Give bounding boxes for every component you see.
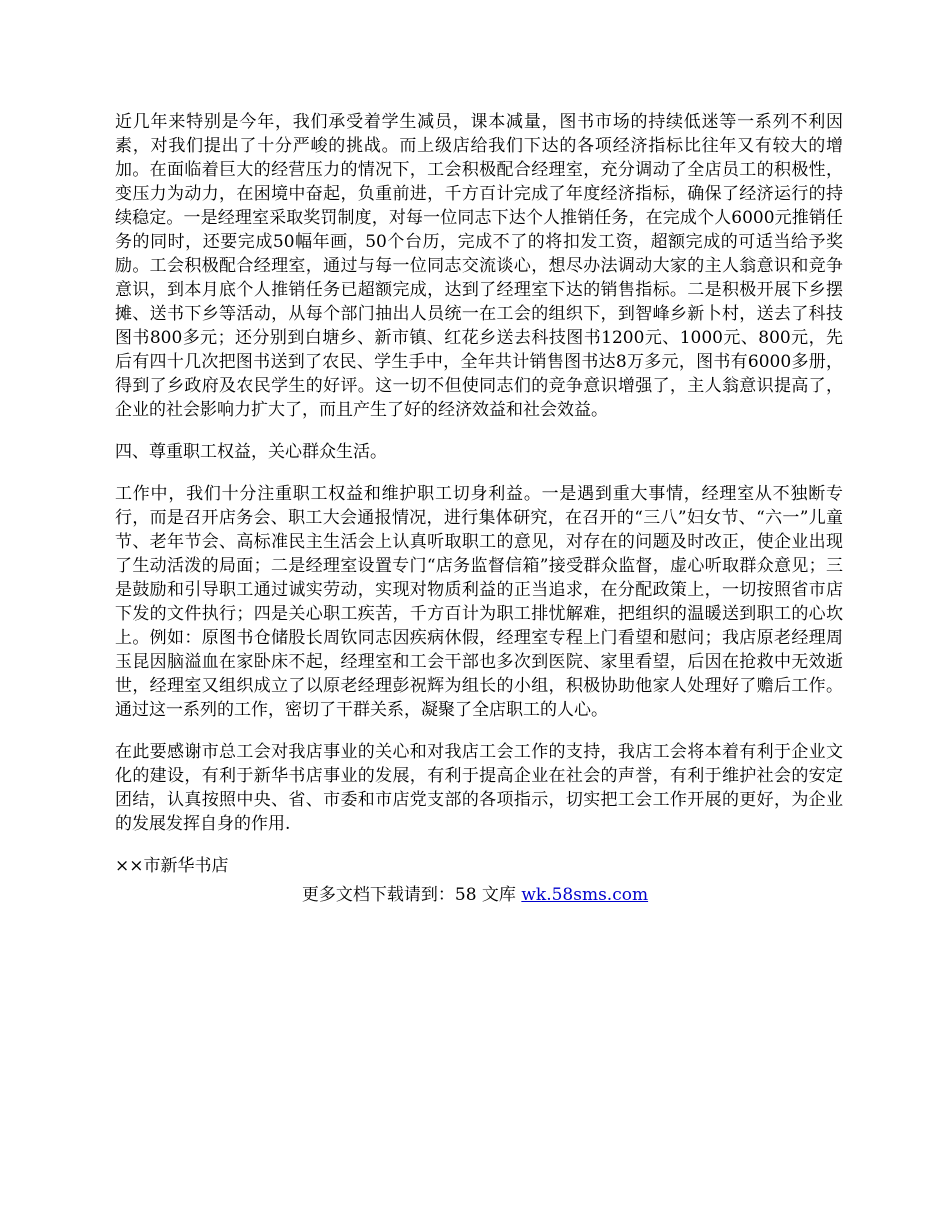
- signature: ××市新华书店: [115, 856, 229, 876]
- paragraph-employee-rights: 工作中，我们十分注重职工权益和维护职工切身利益。一是遇到重大事情，经理室从不独断专行，而是召开店务会、职工大会通报情况，进行集体研究，在召开的“三八”妇女节、“六一”儿童节、老年节会、高标准民主生活会上认真听取职工的意见，对存在的问题及时改正，使企业出现了生动活泼的局面；二是经理室设置专门“店务监督信箱”接受群众监督，虚心听取群众意见；三是鼓励和引导职工通过诚实劳动，实现对物质利益的正当追求，在分配政策上，一切按照省市店下发的文件执行；四是关心职工疾苦，千方百计为职工排忧解难，把组织的温暖送到职工的心坎上。例如：原图书仓储股长周钦同志因疾病休假，经理室专程上门看望和慰问；我店原老经理周玉昆因脑溢血在家卧床不起，经理室和工会干部也多次到医院、家里看望，后因在抢救中无效逝世，经理室又组织成立了以原老经理彭祝辉为组长的小组，积极协助他家人处理好了赡后工作。通过这一系列的工作，密切了干群关系，凝聚了全店职工的人心。: [115, 484, 843, 720]
- section-heading-employee-rights: 四、尊重职工权益，关心群众生活。: [115, 442, 387, 462]
- document-body: [115, 110, 843, 896]
- footer-link[interactable]: wk.58sms.com: [521, 885, 649, 905]
- paragraph-acknowledgement: 在此要感谢市总工会对我店事业的关心和对我店工会工作的支持，我店工会将本着有利于企业文化的建设，有利于新华书店事业的发展，有利于提高企业在社会的声誉，有利于维护社会的安定团结，认真按照中央、省、市委和市店党支部的各项指示，切实把工会工作开展的更好，为企业的发展发挥自身的作用.: [115, 742, 843, 834]
- footer: [0, 883, 950, 907]
- footer-text: 更多文档下载请到：58 文库: [301, 885, 522, 905]
- paragraph-economic-targets: 近几年来特别是今年，我们承受着学生减员，课本减量，图书市场的持续低迷等一系列不利因素，对我们提出了十分严峻的挑战。而上级店给我们下达的各项经济指标比往年又有较大的增加。在面临着巨大的经营压力的情况下，工会积极配合经理室，充分调动了全店员工的积极性，变压力为动力，在困境中奋起，负重前进，千方百计完成了年度经济指标，确保了经济运行的持续稳定。一是经理室采取奖罚制度，对每一位同志下达个人推销任务，在完成个人6000元推销任务的同时，还要完成50幅年画，50个台历，完成不了的将扣发工资，超额完成的可适当给予奖励。工会积极配合经理室，通过与每一位同志交流谈心，想尽办法调动大家的主人翁意识和竞争意识，到本月底个人推销任务已超额完成，达到了经理室下达的销售指标。二是积极开展下乡摆摊、送书下乡等活动，从每个部门抽出人员统一在工会的组织下，到智峰乡新卜村，送去了科技图书800多元；还分别到白塘乡、新市镇、红花乡送去科技图书1200元、1000元、800元，先后有四十几次把图书送到了农民、学生手中，全年共计销售图书达8万多元，图书有6000多册，得到了乡政府及农民学生的好评。这一切不但使同志们的竞争意识增强了，主人翁意识提高了，企业的社会影响力扩大了，而且产生了好的经济效益和社会效益。: [115, 112, 843, 420]
